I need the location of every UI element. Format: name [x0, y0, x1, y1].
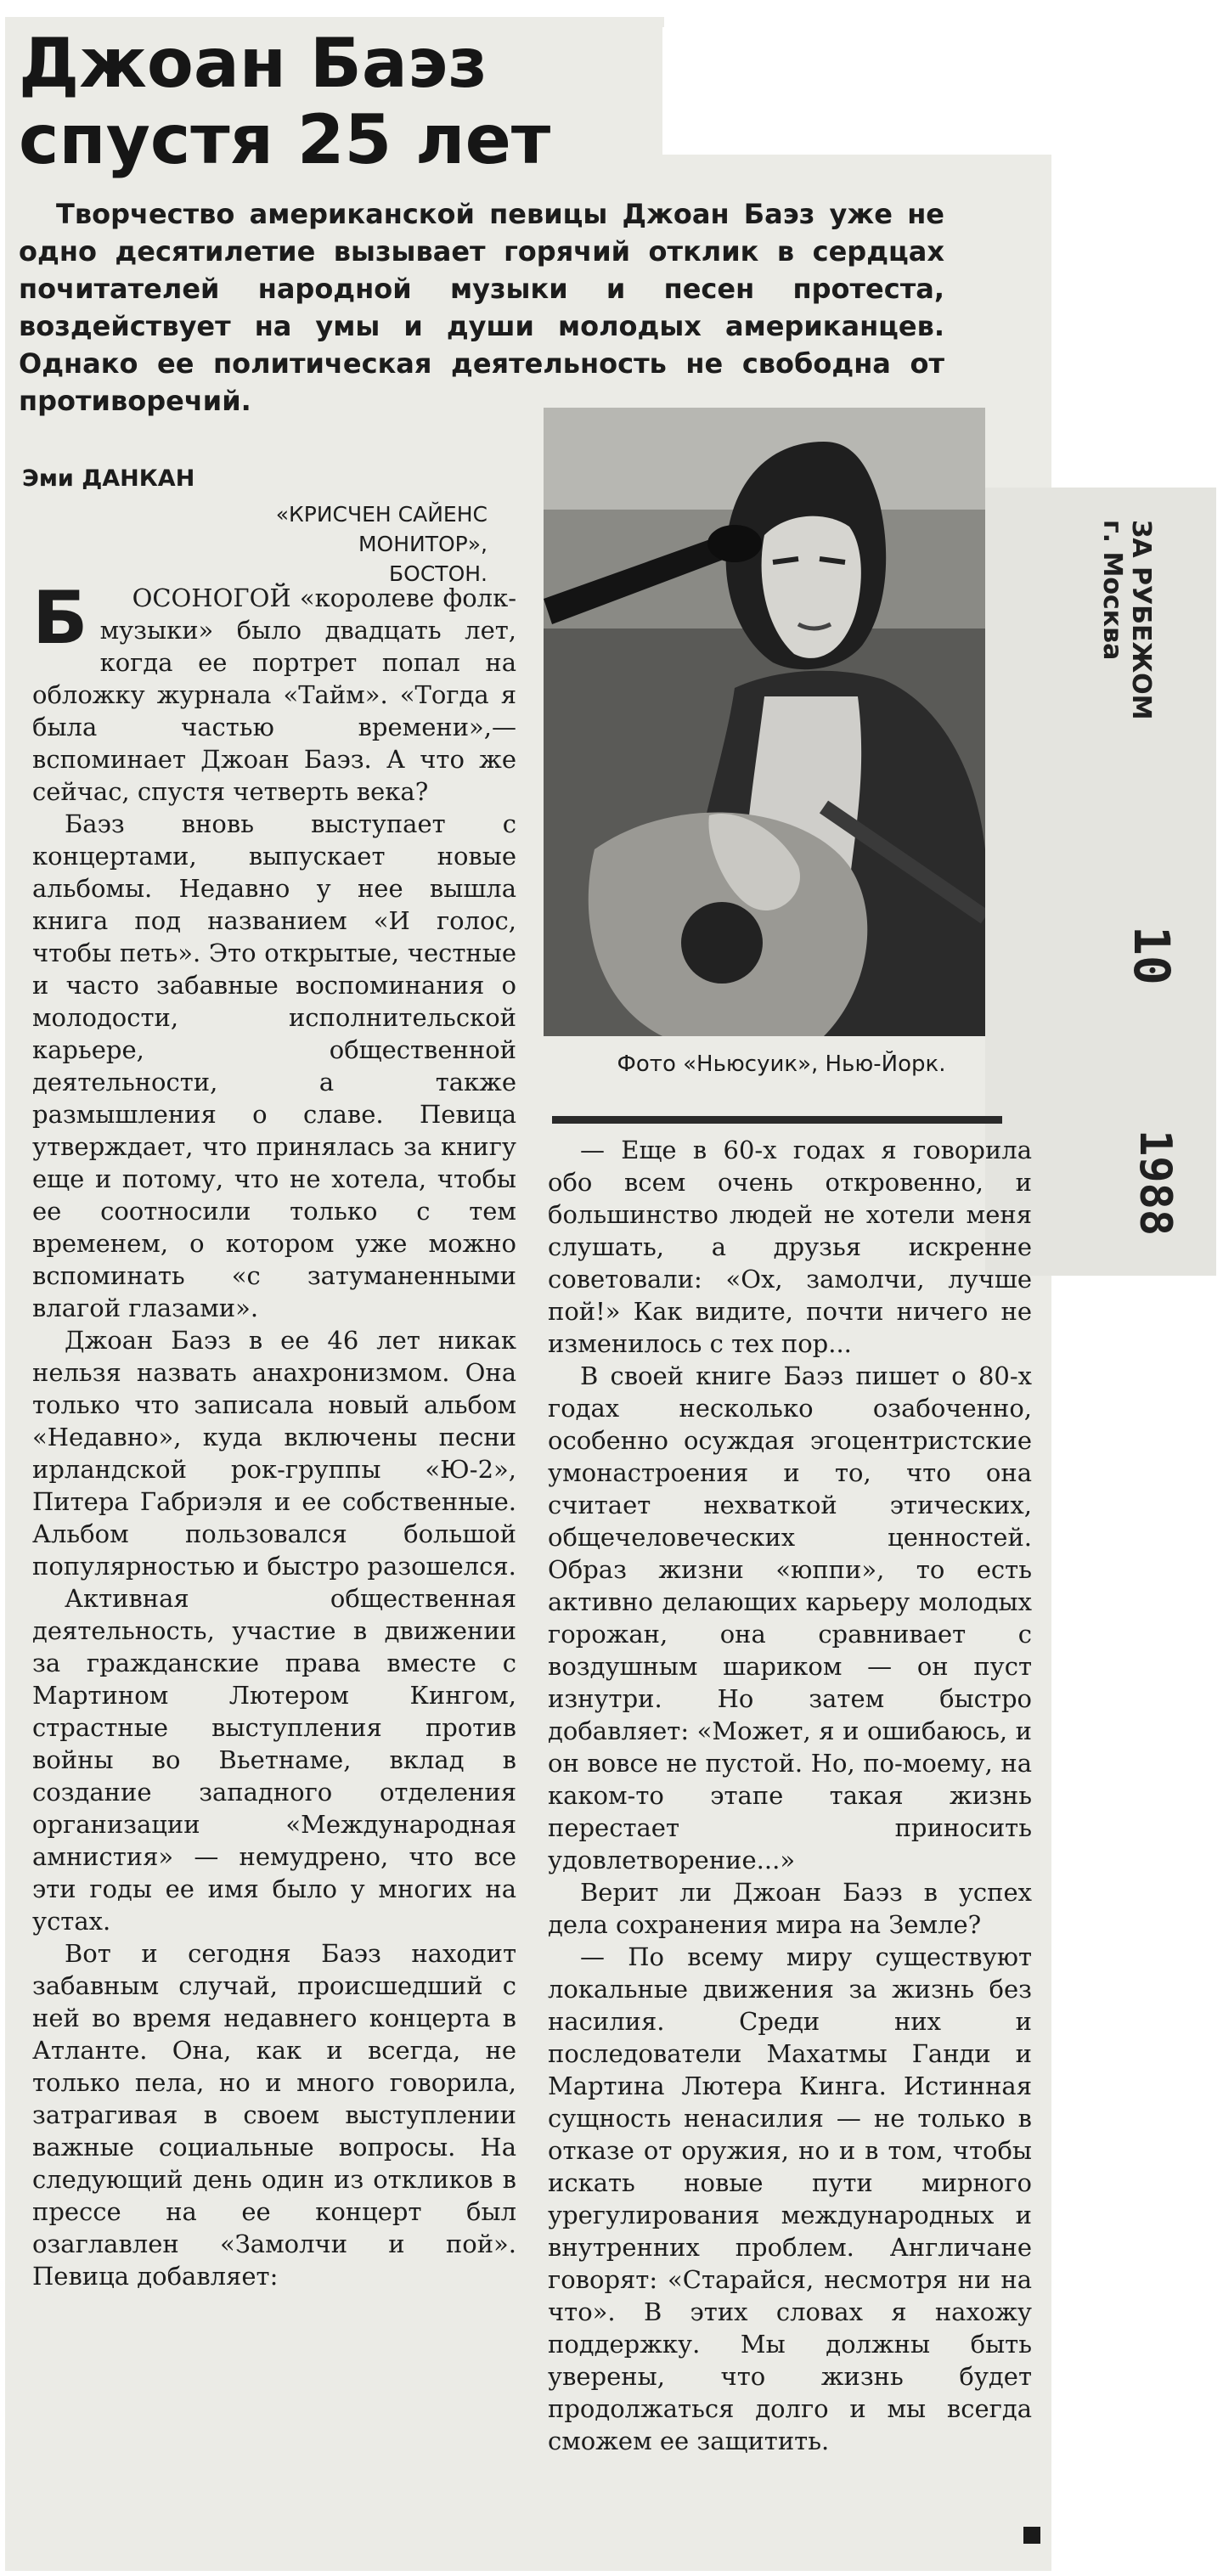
paragraph-9: — По всему миру существуют локальные движения за жизнь без насилия. Среди них и последователи Махатмы Ганди и Мартина Лютера Кинга. Истинная сущность ненасилия — не только в отказе от оружия, но и в том, чтобы искать новые пути мирного урегулирования международных и внутренних проблем. Англичане говорят: «Старайся, несмотря ни на что». В этих словах я нахожу поддержку. Мы должны быть уверены, что жизнь будет продолжаться долго и мы всегда сможем ее защитить. [548, 1942, 1032, 2455]
paragraph-4: Активная общественная деятельность, участие в движении за гражданские права вместе с Мартином Лютером Кингом, страстные выступления против войны во Вьетнаме, вклад в создание западного отделения организации «Международная амнистия» — немудрено, что все эти годы ее имя было у многих на устах. [32, 1584, 516, 1936]
headline [19, 25, 664, 178]
headline-line-2: спустя 25 лет [19, 100, 551, 179]
paragraph-3: Джоан Баэз в ее 46 лет никак нельзя назвать анахронизмом. Она только что записала новый альбом «Недавно», куда включены песни ирландской рок-группы «Ю-2», Питера Габриэля и ее собственные. Альбом пользовался большой популярностью и быстро разошелся. [32, 1326, 516, 1581]
headline-line-1: Джоан Баэз [19, 24, 488, 103]
text-column-1 [32, 576, 516, 2292]
paragraph-6: — Еще в 60-х годах я говорила обо всем очень откровенно, и большинство людей не хотели меня слушать, а друзья искренне советовали: «Ох, замолчи, лучше пой!» Как видите, почти ничего не изменилось с тех пор... [548, 1136, 1032, 1358]
paragraph-5: Вот и сегодня Баэз находит забавным случай, происшедший с ней во время недавнего концерта в Атланте. Она, как и всегда, не только пела, но и много говорила, затрагивая в своем выступлении важные социальные вопросы. На следующий день один из откликов в прессе на ее концерт был озаглавлен «Замолчи и пой». Певица добавляет: [32, 1939, 516, 2291]
stamp-publication: ЗА РУБЕЖОМ [1126, 520, 1156, 720]
paragraph-1 [32, 576, 516, 808]
column-divider-rule [552, 1116, 1002, 1124]
paragraph-1-text: ОСОНОГОЙ «королеве фолк-музыки» было двадцать лет, когда ее портрет попал на обложку журнала «Тайм». «Тогда я была частью времени»,— вспоминает Джоан Баэз. А что же сейчас, спустя четверть века? [32, 583, 516, 806]
article-end-mark [1023, 2527, 1040, 2544]
photo-caption: Фото «Ньюсуик», Нью-Йорк. [617, 1051, 946, 1077]
source-publication: «КРИСЧЕН САЙЕНС МОНИТОР», БОСТОН. [275, 502, 488, 586]
stamp-city: г. Москва [1097, 520, 1127, 661]
newspaper-stamp [1097, 520, 1155, 720]
author-byline: Эми ДАНКАН [22, 465, 195, 492]
text-column-2 [548, 1134, 1032, 2457]
paragraph-7: В своей книге Баэз пишет о 80-х годах несколько озабоченно, особенно осуждая эгоцентристские умонастроения и то, что она считает нехваткой этических, общечеловеческих ценностей. Образ жизни «юппи», то есть активно делающих карьеру молодых горожан, она сравнивает с воздушным шариком — он пуст изнутри. Но затем быстро добавляет: «Может, я и ошибаюсь, и он вовсе не пустой. Но, по-моему, на каком-то этапе такая жизнь перестает приносить удовлетворение...» [548, 1361, 1032, 1874]
stamp-year: 1988 [1130, 1130, 1181, 1237]
paragraph-2: Баэз вновь выступает с концертами, выпускает новые альбомы. Недавно у нее вышла книга под названием «И голос, чтобы петь». Это открытые, честные и часто забавные воспоминания о молодости, исполнительской карьере, общественной деятельности, а также размышления о славе. Певица утверждает, что принялась за книгу еще и потому, что не хотела, чтобы ее соотносили только с тем временем, о котором уже можно вспоминать «с затуманенными влагой глазами». [32, 809, 516, 1322]
clipping-cut-edge [662, 27, 1053, 155]
clipping-cut-edge-right [1051, 27, 1223, 486]
drop-cap: Б [32, 576, 88, 661]
stamp-day: 10 [1123, 926, 1181, 985]
lead-paragraph: Творчество американской певицы Джоан Баэз уже не одно десятилетие вызывает горячий отклик в сердцах почитателей народной музыки и песен протеста, воздействует на умы и души молодых американцев. Однако ее политическая деятельность не свободна от противоречий. [19, 198, 944, 417]
photo-joan-baez [544, 408, 985, 1036]
paragraph-8: Верит ли Джоан Баэз в успех дела сохранения мира на Земле? [548, 1878, 1032, 1939]
photo-image [544, 408, 985, 1036]
